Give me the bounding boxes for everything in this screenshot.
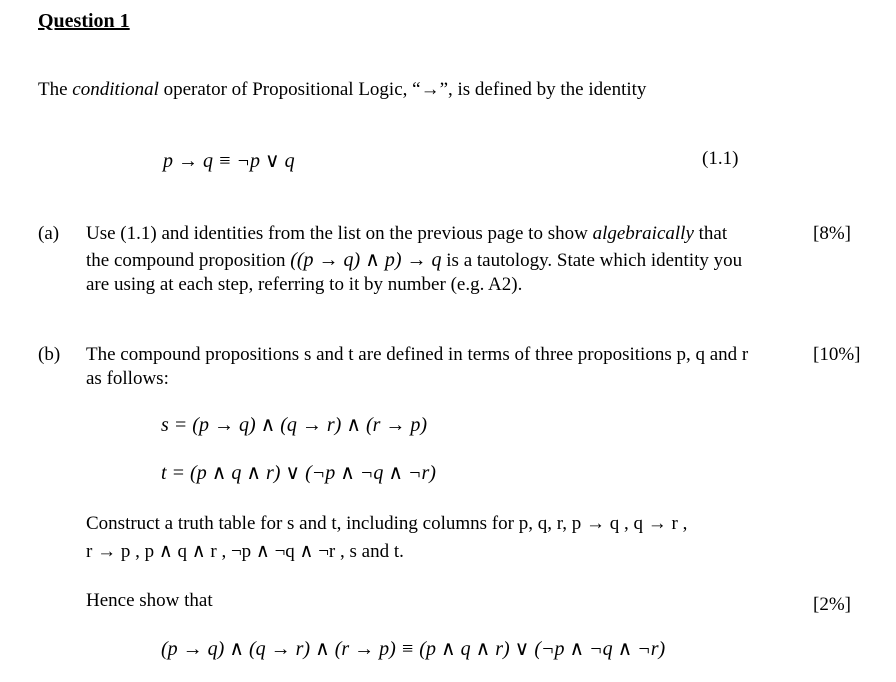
t-definition: t = (p ∧ q ∧ r) ∨ (¬p ∧ ¬q ∧ ¬r) (161, 462, 436, 484)
part-b-line2: as follows: (86, 368, 169, 389)
equation-1-1: p → q ≡ ¬p ∨ q (163, 150, 295, 172)
part-a-line3: are using at each step, referring to it by number (e.g. A2). (86, 274, 523, 295)
s-definition: s = (p → q) ∧ (q → r) ∧ (r → p) (161, 414, 428, 436)
part-a-line2: the compound proposition ((p → q) ∧ p) → q is a tautology. State which identity you (86, 249, 743, 271)
hence-marks: [2%] (813, 594, 851, 615)
equation-number: (1.1) (702, 148, 739, 169)
intro-text: The conditional operator of Propositional Logic, “→”, is defined by the identity (38, 79, 647, 100)
part-a-marks: [8%] (813, 223, 851, 244)
part-a-line1: Use (1.1) and identities from the list on the previous page to show algebraically that (86, 223, 728, 244)
part-b-label: (b) (38, 344, 61, 365)
question-title: Question 1 (38, 10, 130, 32)
hence-text: Hence show that (86, 590, 213, 611)
part-a-label: (a) (38, 223, 60, 244)
part-b-marks: [10%] (813, 344, 861, 365)
final-identity: (p → q) ∧ (q → r) ∧ (r → p) ≡ (p ∧ q ∧ r) ∨ (¬p ∧ ¬q ∧ ¬r) (161, 638, 666, 660)
construct-line2: r → p , p ∧ q ∧ r , ¬p ∧ ¬q ∧ ¬r , s and t. (86, 541, 404, 562)
part-b-line1: The compound propositions s and t are defined in terms of three propositions p, q and r (86, 344, 749, 365)
construct-line1: Construct a truth table for s and t, including columns for p, q, r, p → q , q → r , (86, 513, 688, 534)
